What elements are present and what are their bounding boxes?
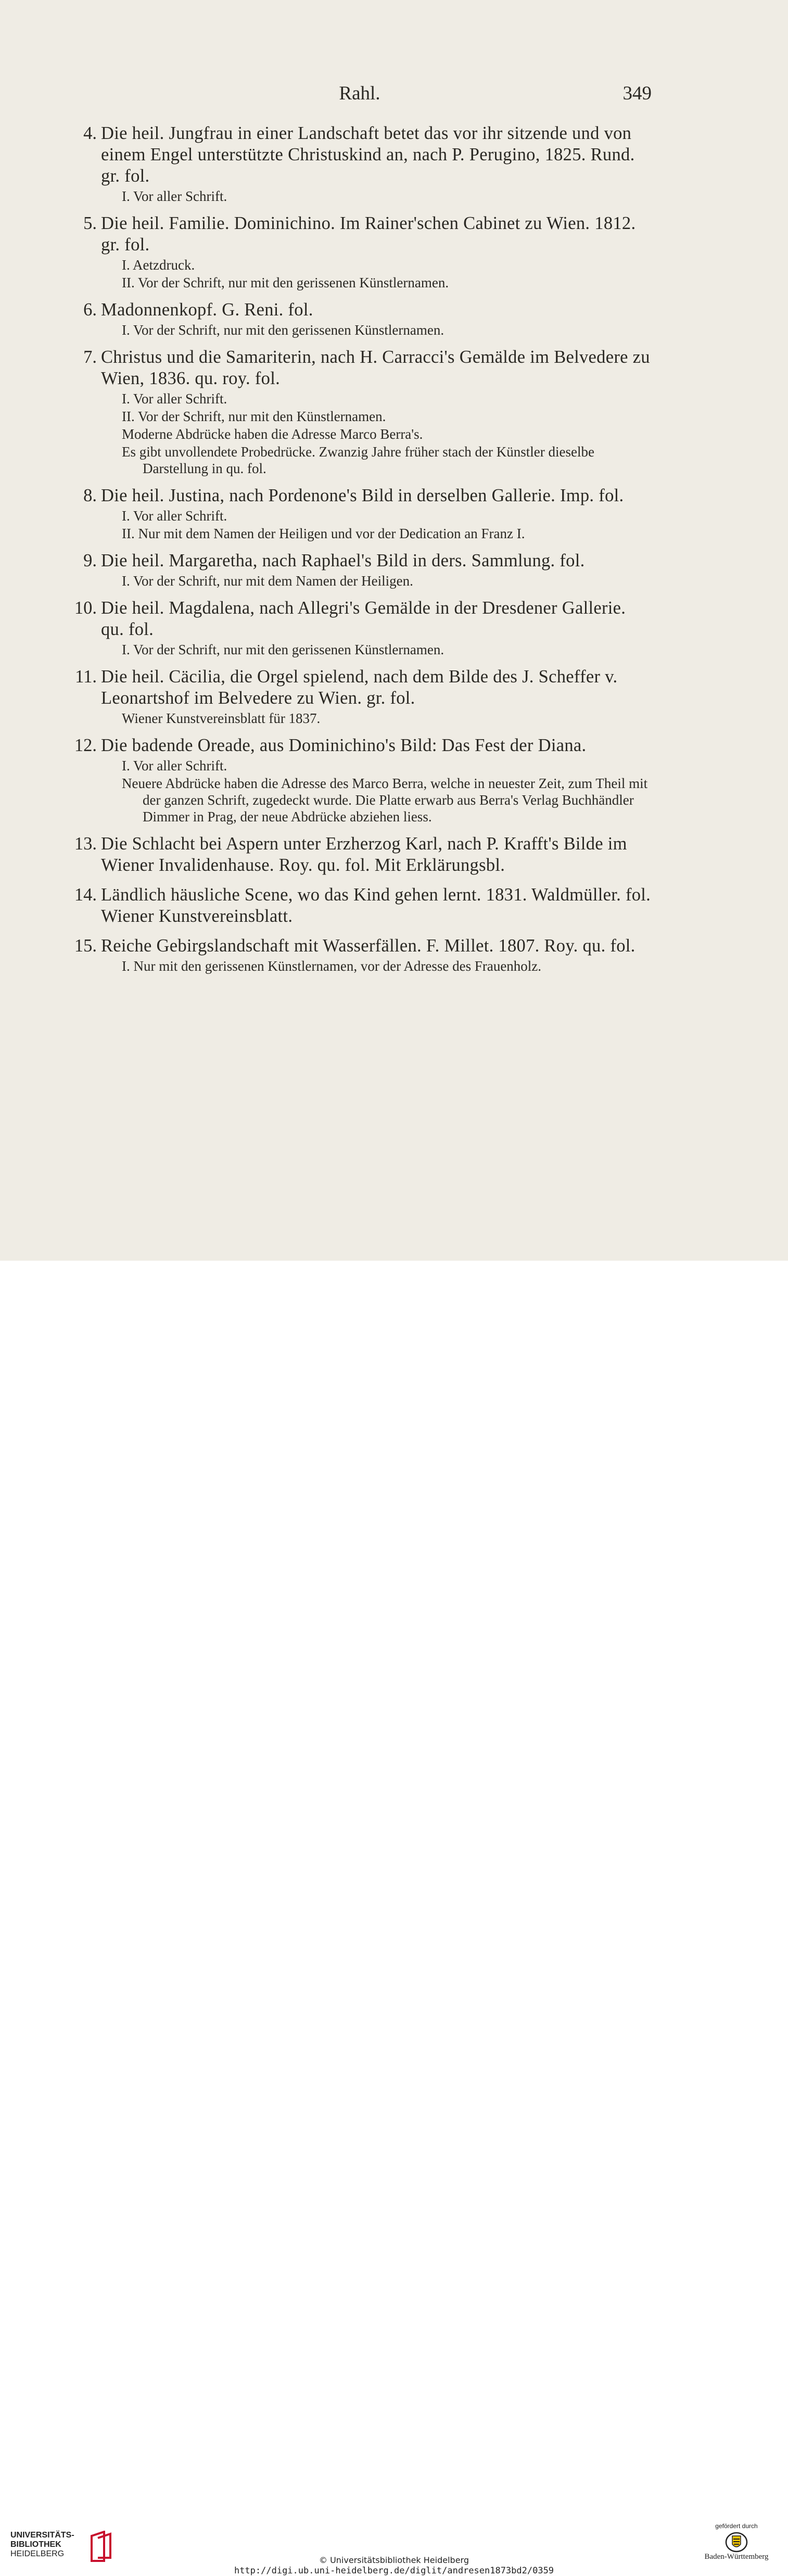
entry-title: Die heil. Margaretha, nach Raphael's Bild in ders. Sammlung. fol. (101, 551, 585, 570)
entry-number: 11. (75, 667, 97, 687)
library-name-line3: HEIDELBERG (10, 2549, 65, 2558)
entry (68, 299, 652, 338)
entry-note: I. Vor der Schrift, nur mit den gerissenen Künstlernamen. (122, 322, 444, 338)
library-name-line2: BIBLIOTHEK (10, 2540, 61, 2549)
catalogue-entries (68, 123, 652, 983)
entry-number: 9. (83, 551, 97, 570)
entry-note: I. Vor aller Schrift. (122, 188, 227, 204)
entry-number: 10. (74, 598, 97, 618)
running-head: Rahl. (339, 83, 380, 104)
scanned-page (0, 0, 788, 1261)
entry-note: Es gibt unvollendete Probedrücke. Zwanzig Jahre früher stach der Künstler dieselbe Darstellung in qu. fol. (122, 444, 594, 476)
entry (68, 935, 652, 974)
entry-note: Neuere Abdrücke haben die Adresse des Marco Berra, welche in neuester Zeit, zum Theil mit der ganzen Schrift, zugedeckt wurde. Die Platte erwarb aus Berra's Verlag Buchhändler Dimmer in Prag, der neue Abdrücke abziehen liess. (122, 776, 648, 824)
entry-title: Die heil. Jungfrau in einer Landschaft betet das vor ihr sitzende und von einem Engel unterstützte Christuskind an, nach P. Perugino, 1825. Rund. gr. fol. (101, 123, 635, 186)
entry-number: 6. (83, 300, 97, 320)
entry-title: Die heil. Magdalena, nach Allegri's Gemälde in der Dresdener Gallerie. qu. fol. (101, 598, 626, 639)
entry-title: Christus und die Samariterin, nach H. Carracci's Gemälde im Belvedere zu Wien, 1836. qu. roy. fol. (101, 347, 650, 388)
entry-number: 7. (83, 347, 97, 367)
page-number: 349 (622, 83, 652, 104)
entry-title: Die Schlacht bei Aspern unter Erzherzog Karl, nach P. Krafft's Bilde im Wiener Invalidenhause. Roy. qu. fol. Mit Erklärungsbl. (101, 834, 627, 875)
entry-note: I. Vor aller Schrift. (122, 391, 227, 407)
entry-note: I. Aetzdruck. (122, 257, 195, 273)
entry (68, 213, 652, 291)
entry-number: 5. (83, 213, 97, 233)
entry-note: I. Vor aller Schrift. (122, 758, 227, 773)
entry-title: Reiche Gebirgslandschaft mit Wasserfällen. F. Millet. 1807. Roy. qu. fol. (101, 936, 636, 956)
entry-title: Die heil. Justina, nach Pordenone's Bild in derselben Gallerie. Imp. fol. (101, 486, 624, 505)
entry-number: 8. (83, 486, 97, 505)
entry (68, 735, 652, 825)
footer (0, 1261, 788, 2576)
entry (68, 884, 652, 927)
entry-title: Die heil. Cäcilia, die Orgel spielend, nach dem Bilde des J. Scheffer v. Leonartshof im Belvedere zu Wien. gr. fol. (101, 667, 618, 708)
source-url: http://digi.ub.uni-heidelberg.de/diglit/andresen1873bd2/0359 (234, 2566, 554, 2576)
sponsor-label: gefördert durch (715, 2522, 758, 2530)
entry-number: 15. (74, 936, 97, 956)
entry (68, 550, 652, 589)
entry (68, 666, 652, 727)
entry (68, 123, 652, 205)
entry-note: I. Nur mit den gerissenen Künstlernamen, vor der Adresse des Frauenholz. (122, 958, 542, 974)
copyright-line: © Universitätsbibliothek Heidelberg (319, 2555, 469, 2565)
entry-note: I. Vor aller Schrift. (122, 508, 227, 524)
page-header (68, 82, 652, 108)
sponsor-block (695, 2522, 778, 2561)
entry-number: 4. (83, 123, 97, 143)
entry (68, 833, 652, 876)
entry (68, 598, 652, 658)
entry-note: I. Vor der Schrift, nur mit dem Namen der Heiligen. (122, 573, 413, 589)
entry-note: I. Vor der Schrift, nur mit den gerissenen Künstlernamen. (122, 642, 444, 657)
entry-note: II. Nur mit dem Namen der Heiligen und vor der Dedication an Franz I. (122, 526, 525, 541)
entry-note: II. Vor der Schrift, nur mit den gerissenen Künstlernamen. (122, 275, 449, 290)
entry-number: 12. (74, 735, 97, 755)
entry-title: Madonnenkopf. G. Reni. fol. (101, 300, 313, 320)
entry (68, 347, 652, 477)
entry-title: Die heil. Familie. Dominichino. Im Rainer'schen Cabinet zu Wien. 1812. gr. fol. (101, 213, 636, 255)
entry-number: 14. (74, 885, 97, 905)
entry-note: Moderne Abdrücke haben die Adresse Marco Berra's. (122, 426, 423, 442)
entry (68, 485, 652, 542)
entry-number: 13. (74, 834, 97, 854)
entry-note: II. Vor der Schrift, nur mit den Künstlernamen. (122, 409, 386, 424)
entry-note: Wiener Kunstvereinsblatt für 1837. (122, 710, 321, 726)
state-crest-icon (725, 2532, 748, 2553)
entry-title: Ländlich häusliche Scene, wo das Kind gehen lernt. 1831. Waldmüller. fol. Wiener Kunstvereinsblatt. (101, 885, 651, 926)
entry-title: Die badende Oreade, aus Dominichino's Bild: Das Fest der Diana. (101, 735, 587, 755)
sponsor-name: Baden-Württemberg (704, 2553, 769, 2561)
library-name-line1: UNIVERSITÄTS- (10, 2531, 74, 2540)
